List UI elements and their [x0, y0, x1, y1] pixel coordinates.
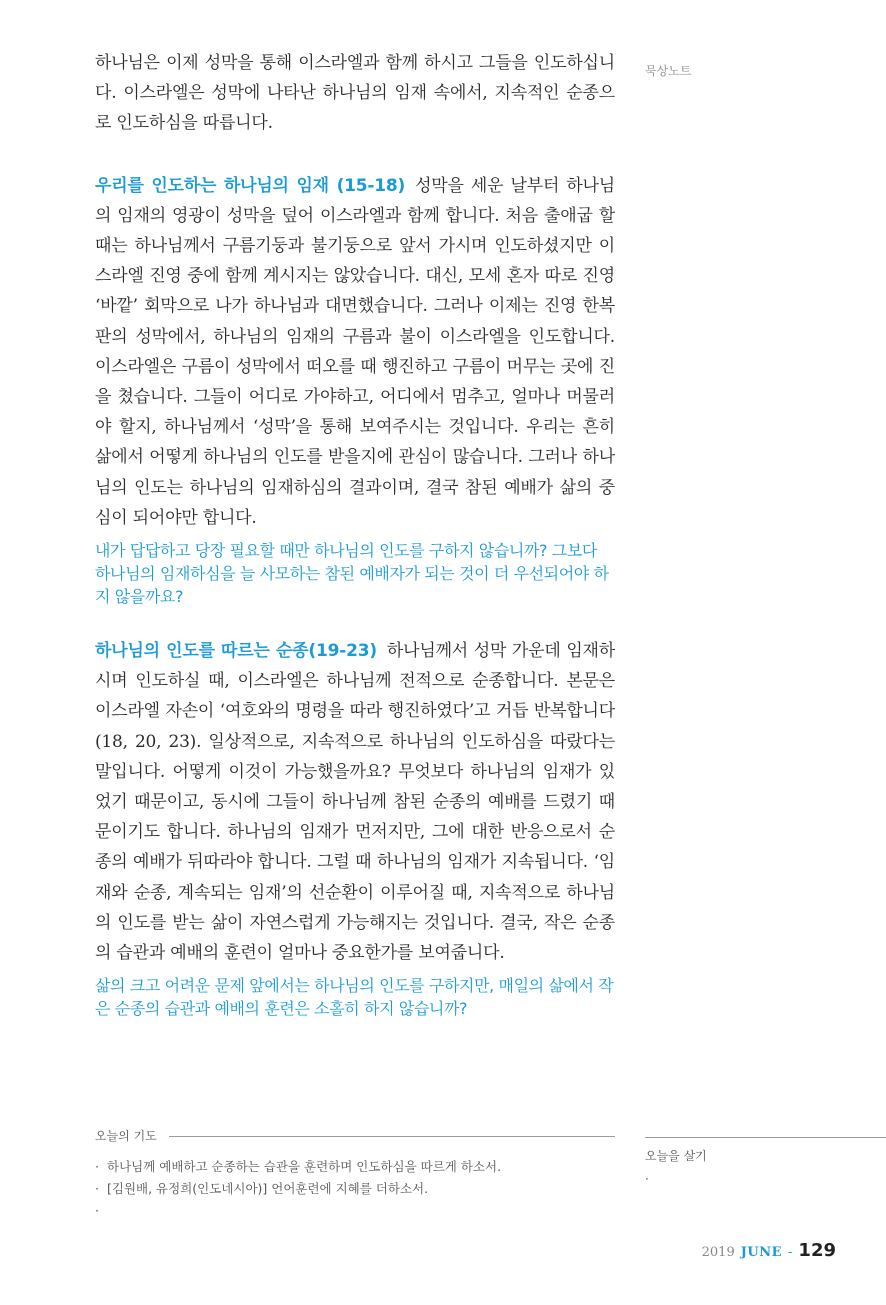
footer-separator: -	[788, 1245, 793, 1260]
section-1-body: 성막을 세운 날부터 하나님의 임재의 영광이 성막을 덮어 이스라엘과 함께 합니다. 처음 출애굽 할 때는 하나님께서 구름기둥과 불기둥으로 앞서 가시며 인도하셨지만 이스라엘 진영 중에 함께 계시지는 않았습니다. 대신, 모세 혼자 따로 진영 ‘바깥’ 회막으로 나가 하나님과 대면했습니다. 그러나 이제는 진영 한복판의 성막에서, 하나님의 임재의 구름과 불이 이스라엘을 인도합니다. 이스라엘은 구름이 성막에서 떠오를 때 행진하고 구름이 머무는 곳에 진을 쳤습니다. 그들이 어디로 가야하고, 어디에서 멈추고, 얼마나 머물러야 할지, 하나님께서 ‘성막’을 통해 보여주시는 것입니다. 우리는 흔히 삶에서 어떻게 하나님의 인도를 받을지에 관심이 많습니다. 그러나 하나님의 인도는 하나님의 임재하심의 결과이며, 결국 참된 예배가 삶의 중심이 되어야만 합니다.	[95, 175, 615, 528]
section-2-question: 삶의 크고 어려운 문제 앞에서는 하나님의 인도를 구하지만, 매일의 삶에서 작은 순종의 습관과 예배의 훈련은 소홀히 하지 않습니까?	[95, 976, 614, 1019]
section-2-heading: 하나님의 인도를 따르는 순종(19-23)	[95, 641, 377, 662]
prayer-section	[95, 1127, 615, 1222]
sidebar-label: 묵상노트	[645, 64, 692, 78]
prayer-list	[95, 1156, 615, 1222]
page-number: 129	[798, 1240, 836, 1261]
footer-month: JUNE	[740, 1245, 783, 1260]
prayer-item-text: [김원배, 유정희(인도네시아)] 언어훈련에 지혜를 더하소서.	[107, 1181, 429, 1196]
section-1-question: 내가 답답하고 당장 필요할 때만 하나님의 인도를 구하지 않습니까? 그보다 하나님의 임재하심을 늘 사모하는 참된 예배자가 되는 것이 더 우선되어야 하지 않을까요?	[95, 541, 609, 607]
prayer-item: · 하나님께 예배하고 순종하는 습관을 훈련하며 인도하심을 따르게 하소서.	[95, 1159, 502, 1174]
live-today-bullet: ·	[645, 1172, 649, 1186]
intro-paragraph: 하나님은 이제 성막을 통해 이스라엘과 함께 하시고 그들을 인도하십니다. 이스라엘은 성막에 나타난 하나님의 임재 속에서, 지속적인 순종으로 인도하심을 따릅니다.	[95, 53, 615, 134]
section-1-paragraph	[95, 171, 615, 533]
live-today-divider	[645, 1137, 886, 1138]
section-2-paragraph	[95, 636, 615, 968]
main-content	[95, 48, 615, 1048]
section-1-heading: 우리를 인도하는 하나님의 임재 (15-18)	[95, 175, 406, 196]
section-2-body: 하나님께서 성막 가운데 임재하시며 인도하실 때, 이스라엘은 하나님께 전적으로 순종합니다. 본문은 이스라엘 자손이 ‘여호와의 명령을 따라 행진하였다’고 거듭 반복합니다(18, 20, 23). 일상적으로, 지속적으로 하나님의 인도하심을 따랐다는 말입니다. 어떻게 이것이 가능했을까요? 무엇보다 하나님의 임재가 있었기 때문이고, 동시에 그들이 하나님께 참된 순종의 예배를 드렸기 때문이기도 합니다. 하나님의 임재가 먼저지만, 그에 대한 반응으로서 순종의 예배가 뒤따라야 합니다. 그럴 때 하나님의 임재가 지속됩니다. ‘임재와 순종, 계속되는 임재’의 선순환이 이루어질 때, 지속적으로 하나님의 인도를 받는 삶이 자연스럽게 가능해지는 것입니다. 결국, 작은 순종의 습관과 예배의 훈련이 얼마나 중요한가를 보여줍니다.	[95, 641, 615, 964]
prayer-divider	[169, 1136, 615, 1137]
prayer-title: 오늘의 기도	[95, 1129, 157, 1143]
live-today-section	[645, 1137, 886, 1186]
prayer-header	[95, 1127, 615, 1144]
live-today-title: 오늘을 살기	[645, 1149, 707, 1163]
page-footer	[702, 1240, 836, 1261]
footer-year: 2019	[701, 1245, 735, 1260]
prayer-item-text: 하나님께 예배하고 순종하는 습관을 훈련하며 인도하심을 따르게 하소서.	[107, 1159, 502, 1174]
prayer-item: · [김원배, 유정희(인도네시아)] 언어훈련에 지혜를 더하소서.	[95, 1181, 429, 1196]
prayer-item: ·	[95, 1203, 99, 1218]
